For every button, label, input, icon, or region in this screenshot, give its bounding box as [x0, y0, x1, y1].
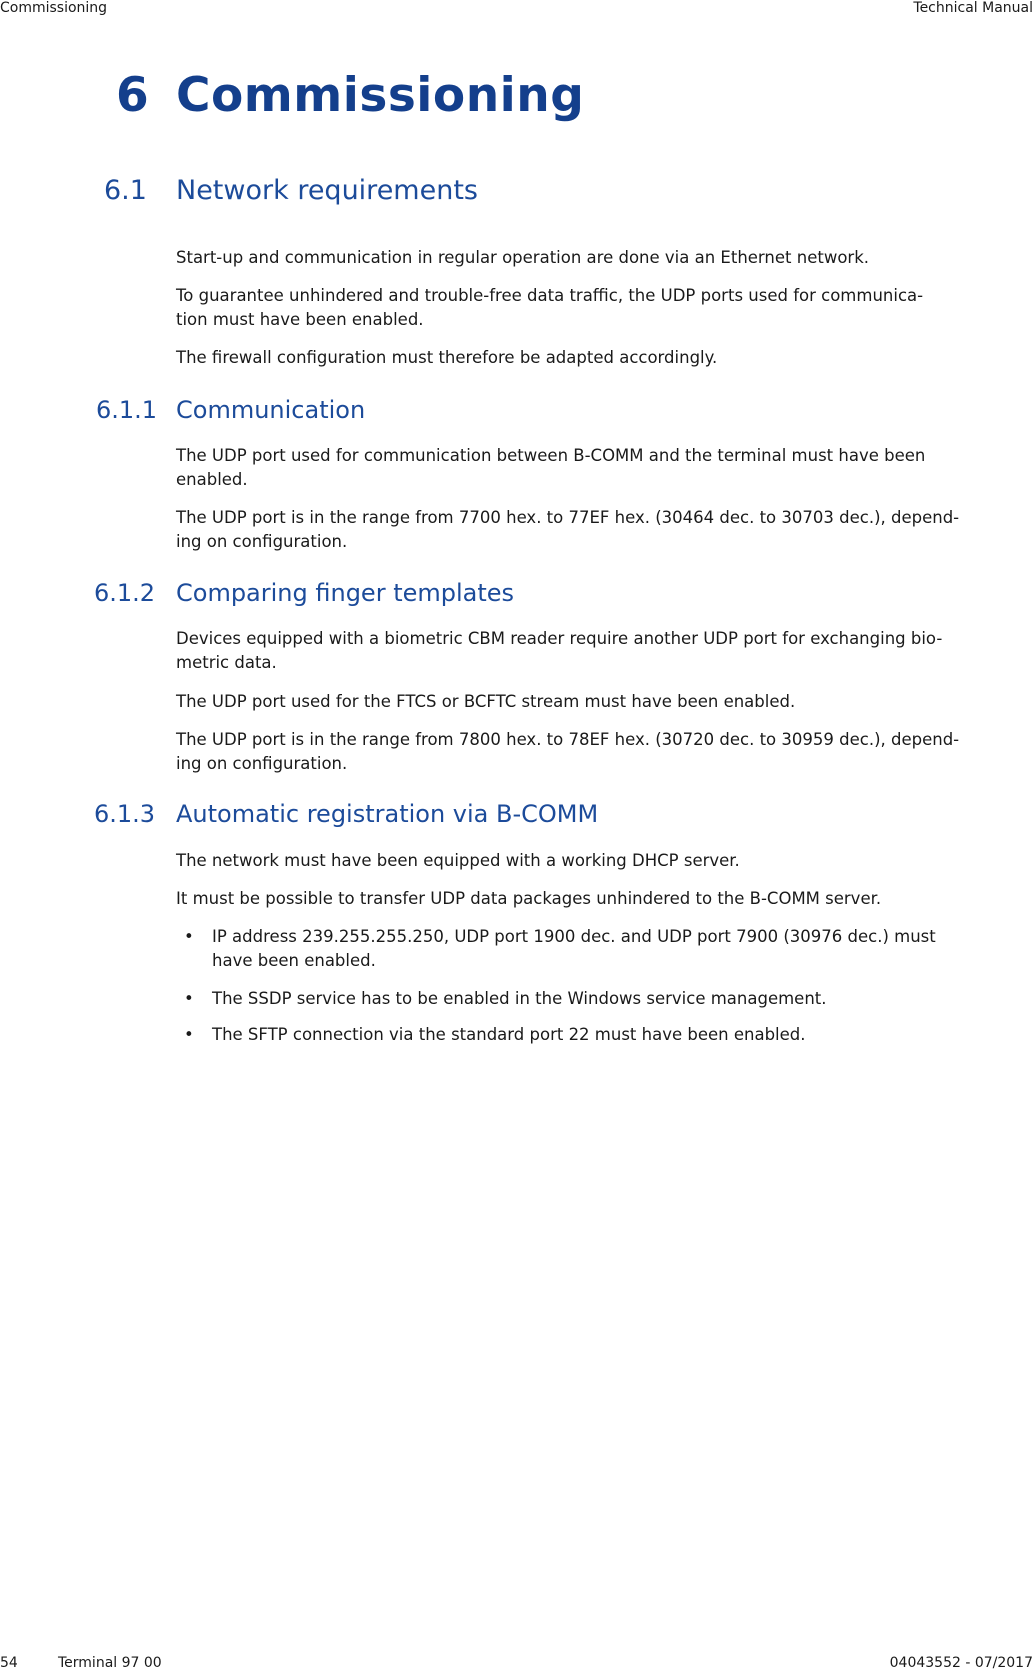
- bullet-item: [176, 987, 1032, 1011]
- paragraph-line: To guarantee unhindered and trouble-free data traffic, the UDP ports used for communica-: [176, 286, 924, 305]
- chapter-number: 6: [116, 68, 150, 123]
- paragraph: [176, 728, 1032, 776]
- paragraph-line: metric data.: [176, 653, 277, 672]
- section-number: 6.1: [104, 175, 147, 206]
- header-chapter-label: Commissioning: [0, 0, 108, 16]
- bullet-icon: •: [184, 989, 194, 1008]
- paragraph: The network must have been equipped with a working DHCP server.: [176, 851, 740, 870]
- bullet-line: IP address 239.255.255.250, UDP port 1900 dec. and UDP port 7900 (30976 dec.) must: [212, 927, 936, 946]
- section-number: 6.1.3: [94, 800, 156, 828]
- bullet-item: [176, 1023, 1032, 1047]
- page-footer: [0, 1655, 1033, 1675]
- bullet-line: have been enabled.: [212, 951, 376, 970]
- paragraph-line: ing on configuration.: [176, 754, 348, 773]
- paragraph: The firewall configuration must therefore be adapted accordingly.: [176, 348, 718, 367]
- paragraph: [176, 284, 1032, 332]
- section-heading-6-1-1: [0, 396, 1033, 426]
- chapter-title: Commissioning: [176, 68, 585, 123]
- section-title: Communication: [176, 396, 366, 424]
- header-manual-label: Technical Manual: [913, 0, 1033, 16]
- section-heading-6-1-3: [0, 800, 1033, 830]
- section-title: Automatic registration via B-COMM: [176, 800, 599, 828]
- section-title: Network requirements: [176, 175, 478, 206]
- paragraph: The UDP port used for the FTCS or BCFTC stream must have been enabled.: [176, 692, 796, 711]
- bullet-text: [212, 925, 1002, 973]
- paragraph-line: enabled.: [176, 470, 248, 489]
- paragraph: Start-up and communication in regular operation are done via an Ethernet network.: [176, 248, 869, 267]
- paragraph: [176, 627, 1032, 675]
- page-number: 54: [0, 1655, 18, 1671]
- paragraph-line: ing on configuration.: [176, 532, 348, 551]
- paragraph-line: tion must have been enabled.: [176, 310, 424, 329]
- paragraph: [176, 506, 1032, 554]
- bullet-icon: •: [184, 1025, 194, 1044]
- section-title: Comparing finger templates: [176, 579, 515, 607]
- paragraph-line: The UDP port used for communication between B-COMM and the terminal must have been: [176, 446, 926, 465]
- paragraph: [176, 444, 1032, 492]
- paragraph-line: The UDP port is in the range from 7800 hex. to 78EF hex. (30720 dec. to 30959 dec.), depend-: [176, 730, 960, 749]
- document-id: 04043552 - 07/2017: [889, 1655, 1033, 1671]
- paragraph: It must be possible to transfer UDP data packages unhindered to the B-COMM server.: [176, 889, 882, 908]
- bullet-item: [176, 925, 1032, 973]
- section-number: 6.1.2: [94, 579, 156, 607]
- paragraph-line: Devices equipped with a biometric CBM reader require another UDP port for exchanging bio-: [176, 629, 943, 648]
- section-heading-6-1-2: [0, 579, 1033, 609]
- bullet-icon: •: [184, 927, 194, 946]
- section-number: 6.1.1: [96, 396, 158, 424]
- bullet-text: The SSDP service has to be enabled in the Windows service management.: [212, 989, 827, 1008]
- page-header: [0, 0, 1033, 20]
- section-heading-6-1: [0, 175, 1033, 209]
- paragraph-line: The UDP port is in the range from 7700 hex. to 77EF hex. (30464 dec. to 30703 dec.), depend-: [176, 508, 960, 527]
- product-name: Terminal 97 00: [58, 1655, 162, 1671]
- bullet-text: The SFTP connection via the standard port 22 must have been enabled.: [212, 1025, 806, 1044]
